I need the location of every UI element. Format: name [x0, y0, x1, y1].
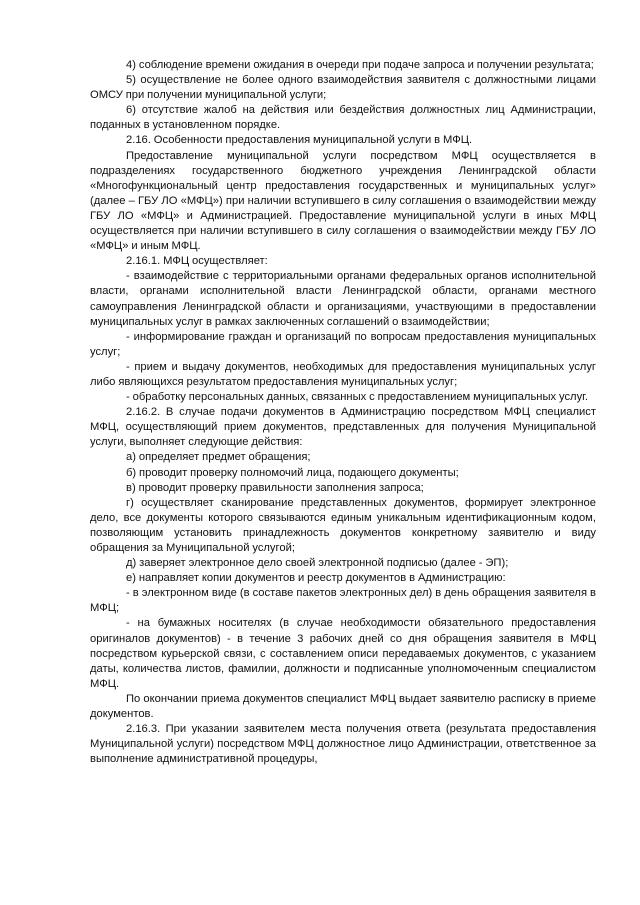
list-item-paper: - на бумажных носителях (в случае необходимости обязательного предоставления оригиналов документов) - в течение 3 рабочих дней со дня обращения заявителя в МФЦ посредством курьерской связи, с составлением описи передаваемых документов, с указанием даты, количества листов, фамилии, должности и подписанные уполномоченным специалистом МФЦ.: [90, 617, 596, 690]
list-item-e: е) направляет копии документов и реестр документов в Администрацию:: [126, 572, 506, 585]
paragraph-receipt: По окончании приема документов специалист МФЦ выдает заявителю расписку в приеме документов.: [90, 692, 596, 721]
document-page: [90, 58, 596, 767]
paragraph-item-6: 6) отсутствие жалоб на действия или бездействия должностных лиц Администрации, поданных в установленном порядке.: [90, 104, 596, 132]
paragraph-mfc-provision: Предоставление муниципальной услуги посредством МФЦ осуществляется в подразделениях государственного бюджетного учреждения Ленинградской области «Многофункциональный центр предоставления государственных и муниципальных услуг» (далее – ГБУ ЛО «МФЦ») при наличии вступившего в силу соглашения о взаимодействии между ГБУ ЛО «МФЦ» и Администрацией. Предоставление муниципальной услуги в иных МФЦ осуществляется при наличии вступившего в силу соглашения о взаимодействии между ГБУ ЛО «МФЦ» и иным МФЦ.: [90, 149, 596, 253]
list-item-a: а) определяет предмет обращения;: [126, 451, 311, 464]
paragraph-item-5: 5) осуществление не более одного взаимодействия заявителя с должностными лицами ОМСУ при получении муниципальной услуги;: [90, 74, 596, 102]
paragraph-item-4: 4) соблюдение времени ожидания в очереди при подаче запроса и получении результата;: [126, 59, 594, 71]
section-heading-2-16: 2.16. Особенности предоставления муниципальной услуги в МФЦ.: [126, 134, 473, 147]
list-item-electronic: - в электронном виде (в составе пакетов электронных дел) в день обращения заявителя в МФЦ;: [90, 587, 596, 615]
list-item-interaction: - взаимодействие с территориальными органами федеральных органов исполнительной власти, органами исполнительной власти Ленинградской области, органами местного самоуправления Ленинградской области и организациями, участвующими в предоставлении муниципальных услуг в рамках заключенных соглашений о взаимодействии;: [90, 270, 596, 328]
list-item-document-intake: - прием и выдачу документов, необходимых для предоставления муниципальных услуг либо являющихся результатом предоставления муниципальных услуг;: [90, 360, 596, 388]
list-item-personal-data: - обработку персональных данных, связанных с предоставлением муниципальных услуг.: [126, 391, 589, 404]
section-heading-2-16-2: 2.16.2. В случае подачи документов в Администрацию посредством МФЦ специалист МФЦ, осуществляющий прием документов, представленных для получения Муниципальной услуги, выполняет следующие действия:: [90, 406, 596, 449]
list-item-v: в) проводит проверку правильности заполнения запроса;: [126, 481, 424, 494]
section-heading-2-16-1: 2.16.1. МФЦ осуществляет:: [126, 255, 268, 268]
list-item-b: б) проводит проверку полномочий лица, подающего документы;: [126, 466, 459, 479]
section-heading-2-16-3: 2.16.3. При указании заявителем места получения ответа (результата предоставления Муниципальной услуги) посредством МФЦ должностное лицо Администрации, ответственное за выполнение административной процедуры,: [90, 723, 596, 766]
list-item-d: д) заверяет электронное дело своей электронной подписью (далее - ЭП);: [126, 557, 509, 570]
list-item-informing: - информирование граждан и организаций по вопросам предоставления муниципальных услуг;: [90, 330, 596, 358]
list-item-g: г) осуществляет сканирование представленных документов, формирует электронное дело, все документы которого связываются единым уникальным идентификационным кодом, позволяющим установить принадлежность документов конкретному заявителю и виду обращения за Муниципальной услугой;: [90, 496, 596, 554]
